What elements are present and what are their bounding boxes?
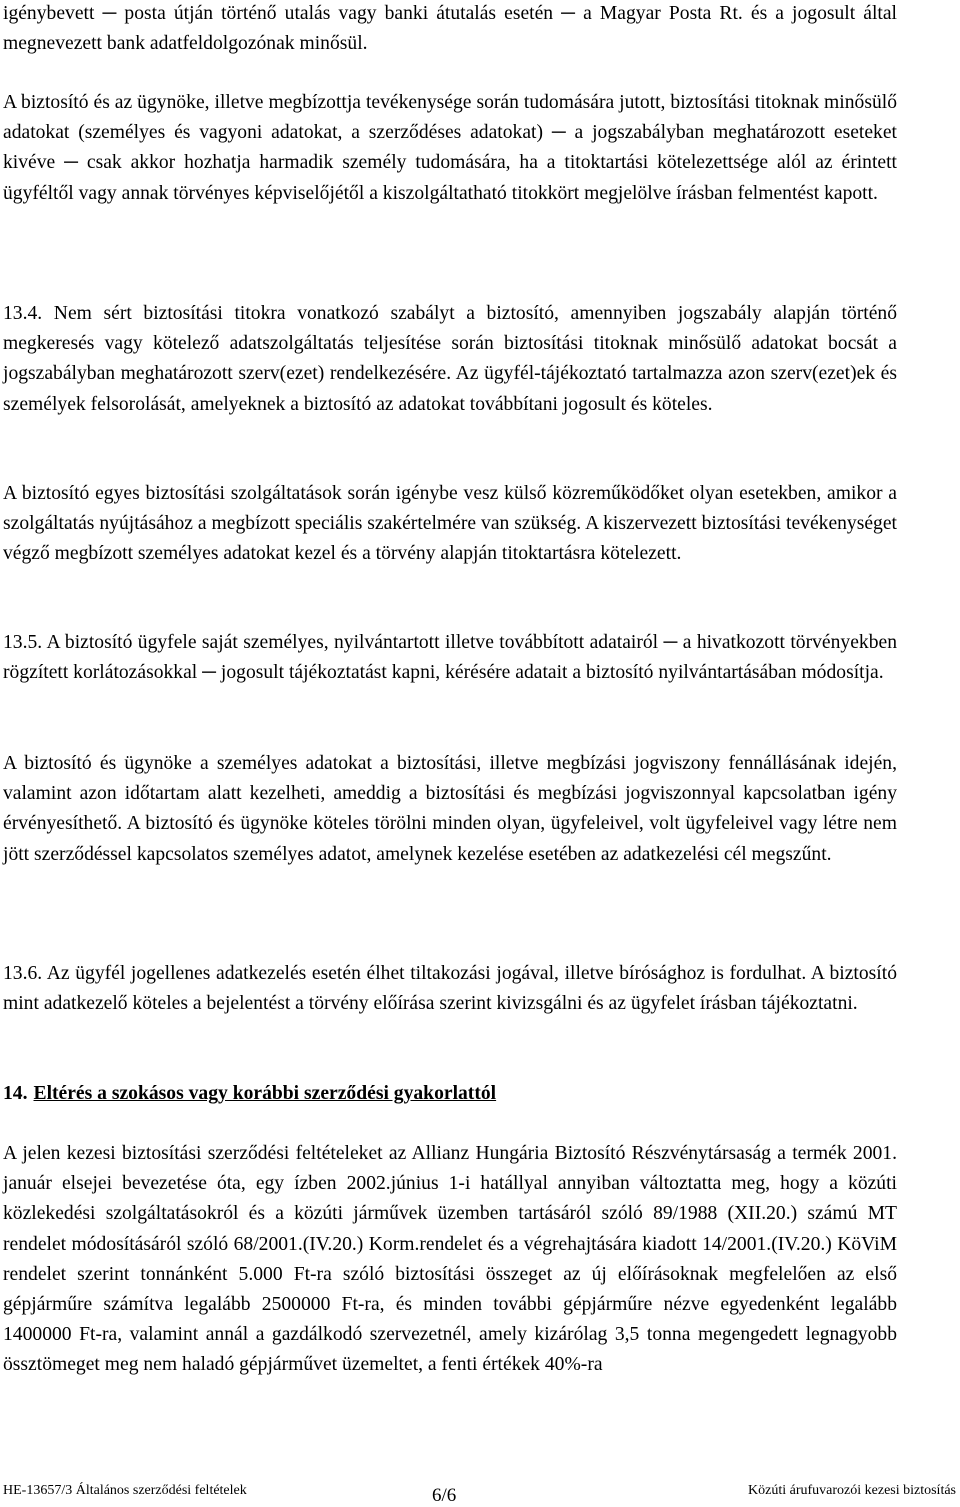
paragraph-section-14: A jelen kezesi biztosítási szerződési feltételeket az Allianz Hungária Biztosító Részvénytársaság a termék 2001. január elsejei bevezetése óta, egy ízben 2002.június 1-i hatállyal annyiban változtatta meg, hogy a közúti közlekedési szolgáltatásokról és a közúti járművek üzemben tartásáról szóló 89/1988 (XII.20.) számú MT rendelet módosításáról szóló 68/2001.(IV.20.) Korm.rendelet és a végrehajtására kiadott 14/2001.(IV.20.) KöViM rendelet szerint tonnánként 5.000 Ft-ra szóló biztosítási összeget az új előírásoknak megfelelően az első gépjárműre számítva legalább 2500000 Ft-ra, és minden további gépjárműre nézve egyedenként legalább 1400000 Ft-ra, valamint annál a gazdálkodó szervezetnél, amely kizárólag 3,5 tonna megengedett legnagyobb össztömeget meg nem haladó gépjárművet üzemeltet, a fenti értékek 40%-ra [3, 1143, 897, 1376]
paragraph-data-retention: A biztosító és ügynöke a személyes adatokat a biztosítási, illetve megbízási jogviszony fennállásának idején, valamint azon időtartam alatt kezelheti, ameddig a biztosítási és megbízási jogviszonnyal kapcsolatban igény érvényesíthető. A biztosító és ügynöke köteles törölni minden olyan, ügyfeleivel, volt ügyfeleivel vagy létre nem jött szerződéssel kapcsolatos személyes adatot, amelynek kezelése esetében az adatkezelési cél megszűnt. [3, 753, 897, 865]
paragraph-continuation: igénybevett ─ posta útján történő utalás vagy banki átutalás esetén ─ a Magyar Posta Rt. és a jogosult által megnevezett bank adatfeldolgozónak minősül. [3, 3, 897, 55]
footer-page-number: 6/6 [432, 1485, 457, 1506]
paragraph-13-5: 13.5. A biztosító ügyfele saját személyes, nyilvántartott illetve továbbított adatairól ─ a hivatkozott törvényekben rögzített korlátozásokkal ─ jogosult tájékoztatást kapni, kérésére adatait a biztosító nyilvántartásában módosítja. [3, 632, 897, 684]
paragraph-outsourcing: A biztosító egyes biztosítási szolgáltatások során igénybe vesz külső közreműködőket olyan esetekben, amikor a szolgáltatás nyújtásához a megbízott speciális szakértelmére van szükség. A kiszervezett biztosítási tevékenységet végző megbízott személyes adatokat kezel és a törvény alapján titoktartásra kötelezett. [3, 483, 897, 565]
section-number: 14. [3, 1083, 28, 1104]
paragraph-confidentiality: A biztosító és az ügynöke, illetve megbízottja tevékenysége során tudomására jutott, biztosítási titoknak minősülő adatokat (személyes és vagyoni adatokat, a szerződéses adatokat) ─ a jogszabályban meghatározott eseteket kivéve ─ csak akkor hozhatja harmadik személy tudomására, ha a titoktartási kötelezettsége alól az érintett ügyféltől vagy annak törvényes képviselőjétől a kiszolgáltatható titokkört megjelölve írásban felmentést kapott. [3, 92, 897, 204]
footer-product-name: Közúti árufuvarozói kezesi biztosítás [748, 1483, 956, 1498]
paragraph-13-4: 13.4. Nem sért biztosítási titokra vonatkozó szabályt a biztosító, amennyiben jogszabály alapján történő megkeresés vagy kötelező adatszolgáltatás teljesítése során biztosítási titoknak minősülő adatokat bocsát a jogszabályban meghatározott szerv(ezet) rendelkezésére. Az ügyfél-tájékoztató tartalmazza azon szerv(ezet)ek és személyek felsorolását, amelyeknek a biztosító az adatokat továbbítani jogosult és köteles. [3, 303, 897, 415]
section-title: Eltérés a szokásos vagy korábbi szerződési gyakorlattól [33, 1083, 497, 1104]
paragraph-13-6: 13.6. Az ügyfél jogellenes adatkezelés esetén élhet tiltakozási jogával, illetve bírósághoz is fordulhat. A biztosító mint adatkezelő köteles a bejelentést a törvény előírása szerint kivizsgálni és az ügyfelet írásban tájékoztatni. [3, 963, 897, 1015]
section-heading [3, 1079, 897, 1109]
footer-document-id: HE-13657/3 Általános szerződési feltételek [3, 1483, 247, 1498]
